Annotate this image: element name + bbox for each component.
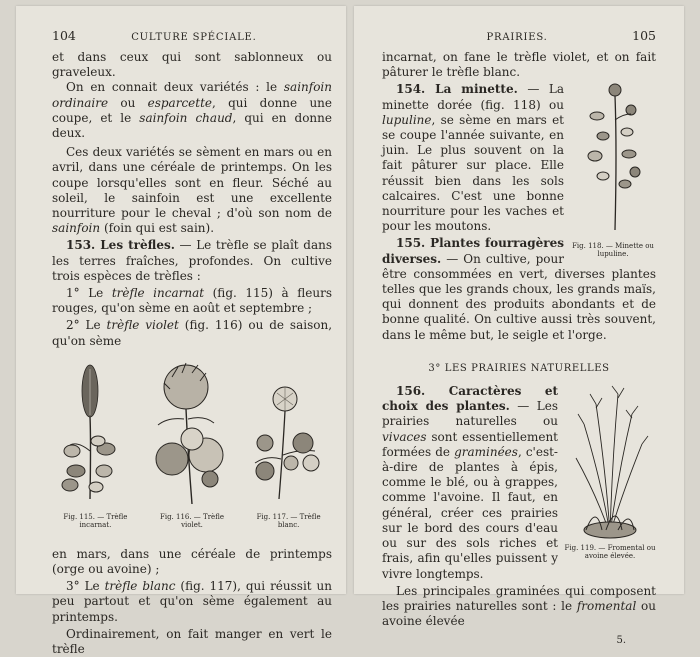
paragraph-last: Les principales graminées qui composent les prairies naturelles sont : le fromental ou avoine élevée: [382, 583, 656, 629]
right-page-content: [382, 28, 656, 649]
section-153: 153. Les trèfles. — Le trèfle se plaît dans les terres fraîches, profondes. On cultive trois espèces de trèfles :: [52, 238, 332, 283]
section-156: 156. Caractères et choix des plantes. — Les prairies naturelles ou vivaces sont essentiellement formées de graminées, c'est-à-dire de plantes à épis, comme le blé, ou à grappes, comme l'avoine. Il faut, en général, créer ces prairies sur le bord des cours d'eau ou sur des sols riches et frais, afin qu'elles puissent y vivre longtemps.: [382, 384, 558, 581]
left-page-content: [52, 28, 332, 657]
paragraph: Ordinairement, on fait manger en vert le trèfle: [52, 626, 332, 657]
red-clover-illustration: [148, 359, 236, 509]
paragraph-varieties: On en connait deux variétés : le sainfoin ordinaire ou esparcette, qui donne une coupe, et le sainfoin chaud, qui en donne deux.: [52, 80, 332, 141]
figure-117-caption: Fig. 117. — Trèfle blanc.: [256, 512, 321, 529]
signature-mark: 5.: [616, 635, 626, 647]
section-154: 154. La minette. — La minette dorée (fig. 118) ou lupuline, se sème en mars et se coupe l'année suivante, en juin. Le plus souvent on la fait pâturer sur place. Elle réussit bien dans les sols calcaires. C'est une bonne nourriture pour les vaches et pour les moutons.: [382, 82, 564, 234]
left-page: [16, 6, 346, 657]
right-header: [382, 28, 656, 50]
left-running-title: CULTURE SPÉCIALE.: [131, 32, 257, 43]
figure-115-caption: Fig. 115. — Trèfle incarnat.: [63, 512, 128, 529]
right-page-number: 105: [632, 28, 656, 43]
list-item-1: 1° Le trèfle incarnat (fig. 115) à fleurs rouges, qu'on sème en août et septembre ;: [52, 286, 332, 316]
section-156-heading: 156. Caractères et choix des plantes.: [382, 384, 558, 414]
right-running-title: PRAIRIES.: [486, 32, 548, 43]
figure-117: [245, 359, 332, 543]
paragraph: et dans ceux qui sont sablonneux ou graveleux.: [52, 50, 332, 80]
figure-119: [564, 384, 656, 560]
section-153-heading: 153. Les trèfles.: [66, 238, 175, 253]
paragraph: en mars, dans une céréale de printemps (orge ou avoine) ;: [52, 546, 332, 577]
list-item-3: 3° Le trèfle blanc (fig. 117), qui réussit un peu partout et qu'on sème également au printemps.: [52, 579, 333, 624]
section-155: 155. Plantes fourragères diverses. — On cultive, pour être consommées en vert, diverses plantes telles que les grands choux, les grands maïs, qui donnent des produits abondants et de bonne qualité. On cultive aussi très souvent, dans le même but, le seigle et l'orge.: [382, 236, 656, 342]
left-page-number: 104: [52, 28, 76, 43]
right-page: [354, 6, 684, 647]
figure-118-caption: Fig. 118. — Minette ou lupuline.: [572, 242, 654, 259]
crimson-clover-illustration: [60, 359, 130, 509]
figure-116-caption: Fig. 116. — Trèfle violet.: [159, 512, 225, 529]
paragraph-sowing: Ces deux variétés se sèment en mars ou en avril, dans une céréale de printemps. On les coupe lorsqu'elles sont en fleur. Séché au soleil, le sainfoin est une excellente nourriture pour le cheval ; d'où son nom de sainfoin (foin qui est sain).: [52, 145, 332, 236]
paragraph: incarnat, on fane le trèfle violet, et on fait pâturer le trèfle blanc.: [382, 50, 656, 80]
section-heading-natural-meadows: 3° LES PRAIRIES NATURELLES: [428, 362, 610, 374]
left-header: [52, 28, 332, 50]
figure-119-caption: Fig. 119. — Fromental ou avoine élevée.: [564, 544, 656, 561]
black-medick-illustration: [583, 80, 643, 238]
section-155-heading: 155. Plantes fourragères diverses.: [382, 236, 564, 266]
oat-grass-illustration: [566, 384, 654, 540]
figure-row-clovers: [52, 359, 332, 543]
figure-116: [149, 359, 236, 543]
figure-115: [52, 359, 139, 543]
white-clover-illustration: [249, 359, 329, 509]
section-154-heading: 154. La minette.: [396, 82, 518, 97]
figure-118: [570, 80, 656, 258]
list-item-2: 2° Le trèfle violet (fig. 116) ou de saison, qu'on sème: [52, 318, 333, 348]
